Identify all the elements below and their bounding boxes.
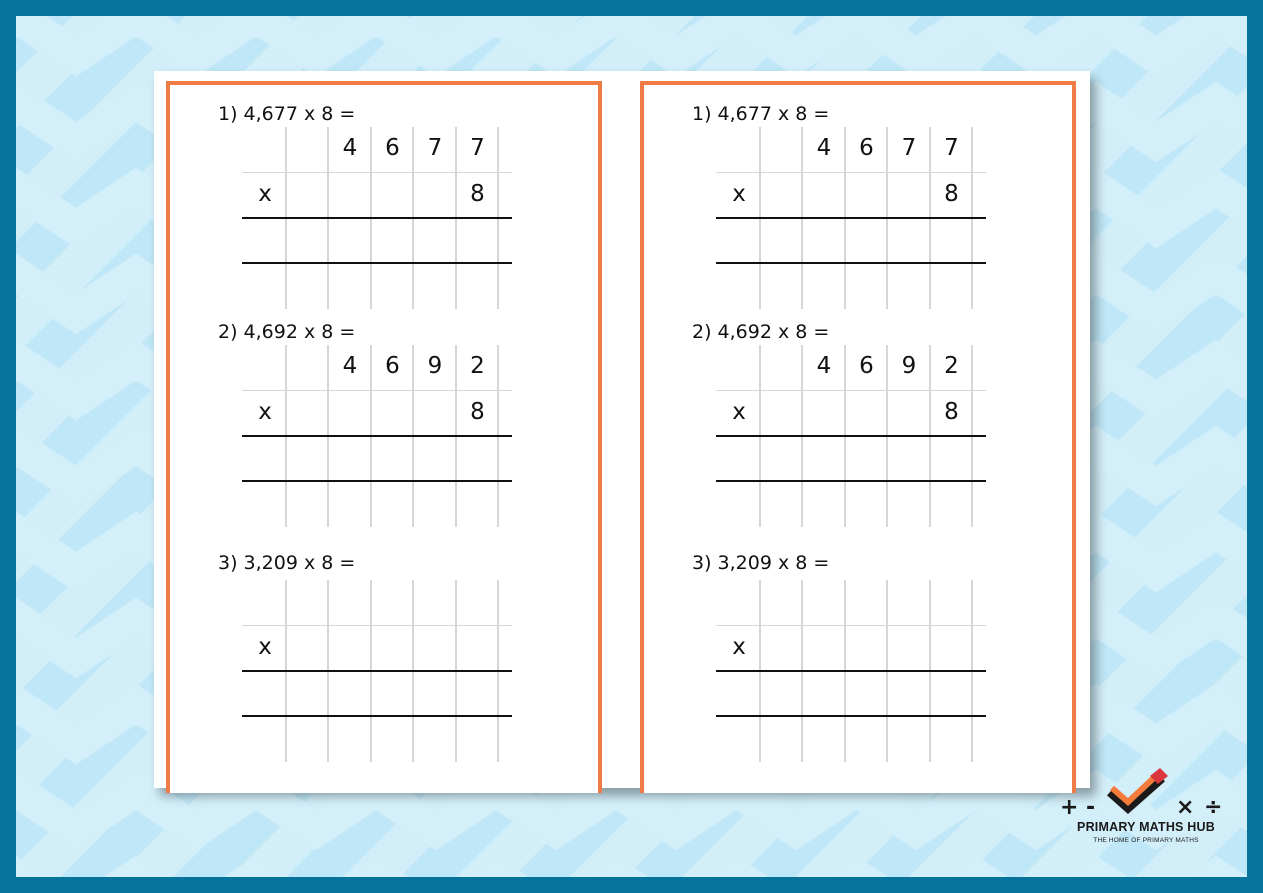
- multiplier-digit: 8: [470, 399, 485, 425]
- grid-row-line: [242, 172, 512, 173]
- answer-line: [716, 480, 986, 482]
- multiplicand-digit: 6: [859, 353, 874, 379]
- multiplicand-digit: 4: [816, 135, 832, 161]
- multiply-sign: x: [258, 181, 272, 207]
- multiplicand-digit: 4: [342, 135, 358, 161]
- answer-line: [716, 262, 986, 264]
- multiplicand-digit: 7: [470, 135, 485, 161]
- problem-label: 3) 3,209 x 8 =: [218, 552, 356, 574]
- answer-line: [242, 435, 512, 437]
- multiplier-digit: 8: [470, 181, 485, 207]
- problem-label: 1) 4,677 x 8 =: [218, 103, 356, 125]
- multiplicand-digit: 4: [342, 353, 358, 379]
- multiplicand-digit: 9: [427, 353, 443, 379]
- logo-title: PRIMARY MATHS HUB: [1077, 820, 1215, 834]
- plus-icon: +: [1060, 795, 1079, 820]
- problem-label: 2) 4,692 x 8 =: [218, 321, 356, 343]
- grid-row-line: [242, 625, 512, 626]
- multiplicand-digit: 4: [816, 353, 832, 379]
- multiplicand-digit: 6: [385, 135, 400, 161]
- answer-line: [242, 715, 512, 717]
- problem-label: 3) 3,209 x 8 =: [692, 552, 830, 574]
- answer-line: [716, 217, 986, 219]
- chevron-stripe: [16, 16, 1247, 56]
- multiplicand-digit: 7: [427, 135, 443, 161]
- primary-maths-hub-logo: [1046, 768, 1246, 848]
- multiplicand-digit: 7: [901, 135, 917, 161]
- divide-icon: ÷: [1204, 795, 1223, 820]
- multiplicand-digit: 9: [901, 353, 917, 379]
- problem-label: 2) 4,692 x 8 =: [692, 321, 830, 343]
- grid-row-line: [716, 390, 986, 391]
- multiplier-digit: 8: [944, 181, 959, 207]
- worksheet-card-left: [166, 81, 602, 793]
- answer-line: [716, 715, 986, 717]
- answer-line: [716, 435, 986, 437]
- answer-line: [242, 217, 512, 219]
- minus-icon: -: [1086, 795, 1096, 820]
- multiply-sign: x: [258, 399, 272, 425]
- answer-line: [716, 670, 986, 672]
- logo-subtitle: THE HOME OF PRIMARY MATHS: [1093, 837, 1199, 844]
- multiplicand-digit: 6: [859, 135, 874, 161]
- multiplicand-digit: 2: [944, 353, 959, 379]
- multiply-sign: x: [732, 634, 746, 660]
- multiply-sign: x: [258, 634, 272, 660]
- multiplicand-digit: 6: [385, 353, 400, 379]
- multiplier-digit: 8: [944, 399, 959, 425]
- answer-line: [242, 480, 512, 482]
- multiply-sign: x: [732, 181, 746, 207]
- answer-line: [242, 670, 512, 672]
- worksheet-sheet: [154, 71, 1090, 788]
- chevron-stripe: [16, 876, 1247, 877]
- worksheet-card-right: [640, 81, 1076, 793]
- grid-row-line: [716, 172, 986, 173]
- logo-icon: [1046, 768, 1246, 820]
- grid-row-line: [716, 625, 986, 626]
- multiplicand-digit: 7: [944, 135, 959, 161]
- grid-row-line: [242, 390, 512, 391]
- background-frame: [16, 16, 1247, 877]
- multiplicand-digit: 2: [470, 353, 485, 379]
- answer-line: [242, 262, 512, 264]
- problem-label: 1) 4,677 x 8 =: [692, 103, 830, 125]
- multiply-sign: x: [732, 399, 746, 425]
- multiply-icon: ×: [1176, 795, 1195, 820]
